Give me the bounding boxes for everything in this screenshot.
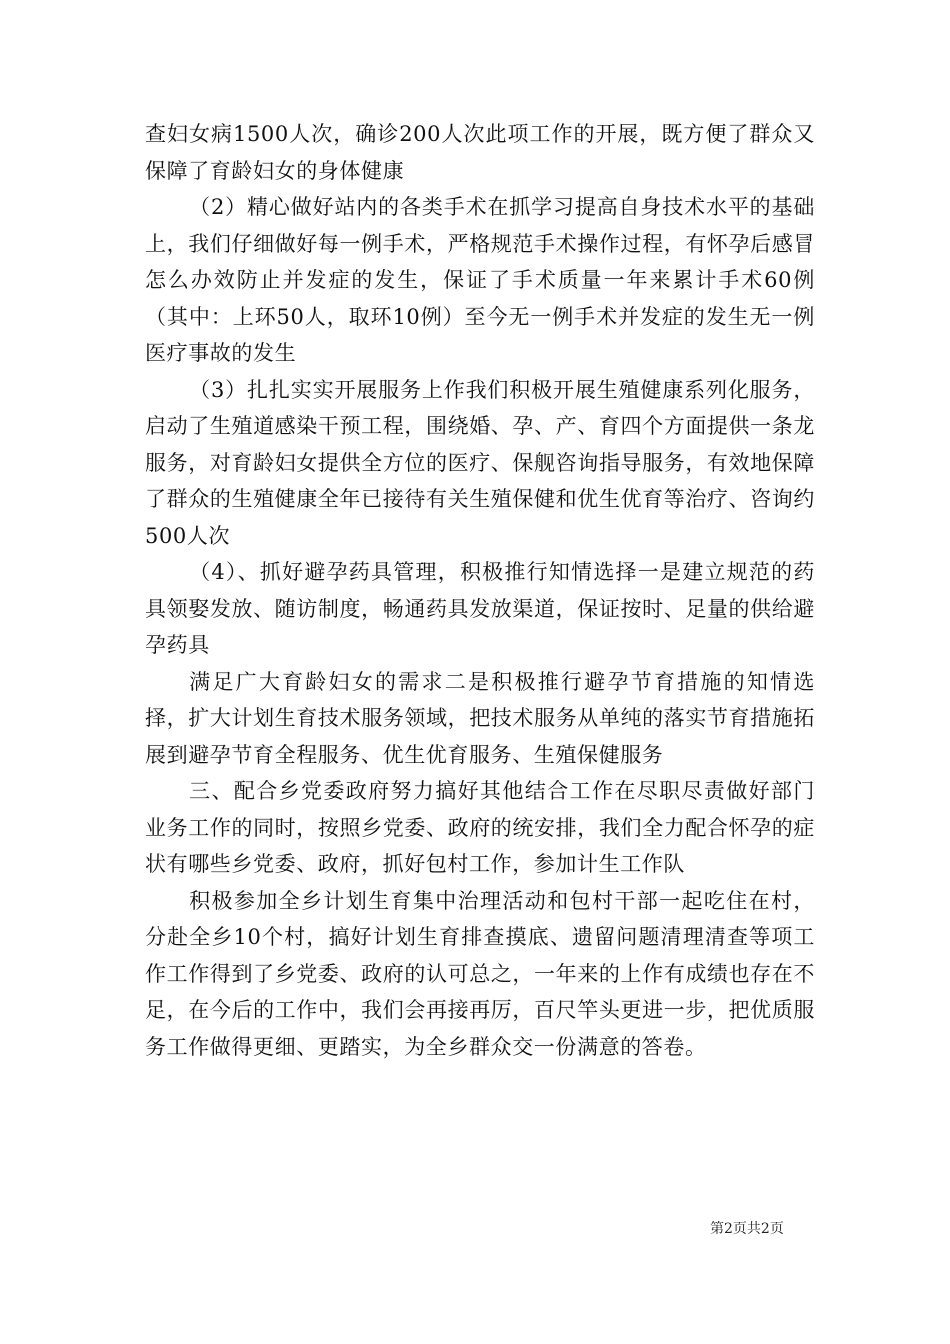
paragraph-3: （3）扎扎实实开展服务上作我们积极开展生殖健康系列化服务，启动了生殖道感染干预工程，围绕婚、孕、产、育四个方面提供一条龙服务，对育龄妇女提供全方位的医疗、保舰咨询指导服务，有效地保障了群众的生殖健康全年已接待有关生殖保健和优生优育等治疗、咨询约500人次	[145, 377, 815, 548]
page-number-footer: 第2页共2页	[710, 1221, 784, 1237]
paragraph-2: （2）精心做好站内的各类手术在抓学习提高自身技术水平的基础上，我们仔细做好每一例手术，严格规范手术操作过程，有怀孕后感冒怎么办效防止并发症的发生，保证了手术质量一年来累计手术60例（其中：上环50人，取环10例）至今无一例手术并发症的发生无一例医疗事故的发生	[145, 195, 815, 365]
paragraph-5: 满足广大育龄妇女的需求二是积极推行避孕节育措施的知情选择，扩大计划生育技术服务领域，把技术服务从单纯的落实节育措施拓展到避孕节育全程服务、优生优育服务、生殖保健服务	[145, 669, 815, 767]
paragraph-4: （4）、抓好避孕药具管理，积极推行知情选择一是建立规范的药具领娶发放、随访制度，畅通药具发放渠道，保证按时、足量的供给避孕药具	[145, 560, 815, 657]
document-body	[145, 116, 815, 1065]
paragraph-6: 三、配合乡党委政府努力搞好其他结合工作在尽职尽责做好部门业务工作的同时，按照乡党委、政府的统安排，我们全力配合怀孕的症状有哪些乡党委、政府，抓好包村工作，参加计生工作队	[145, 779, 815, 876]
paragraph-1: 查妇女病1500人次，确诊200人次此项工作的开展，既方便了群众又保障了育龄妇女的身体健康	[145, 122, 815, 183]
paragraph-7: 积极参加全乡计划生育集中治理活动和包村干部一起吃住在村，分赴全乡10个村，搞好计划生育排查摸底、遗留问题清理清查等项工作工作得到了乡党委、政府的认可总之，一年来的上作有成绩也存在不足，在今后的工作中，我们会再接再厉，百尺竿头更进一步，把优质服务工作做得更细、更踏实，为全乡群众交一份满意的答卷。	[145, 888, 815, 1059]
